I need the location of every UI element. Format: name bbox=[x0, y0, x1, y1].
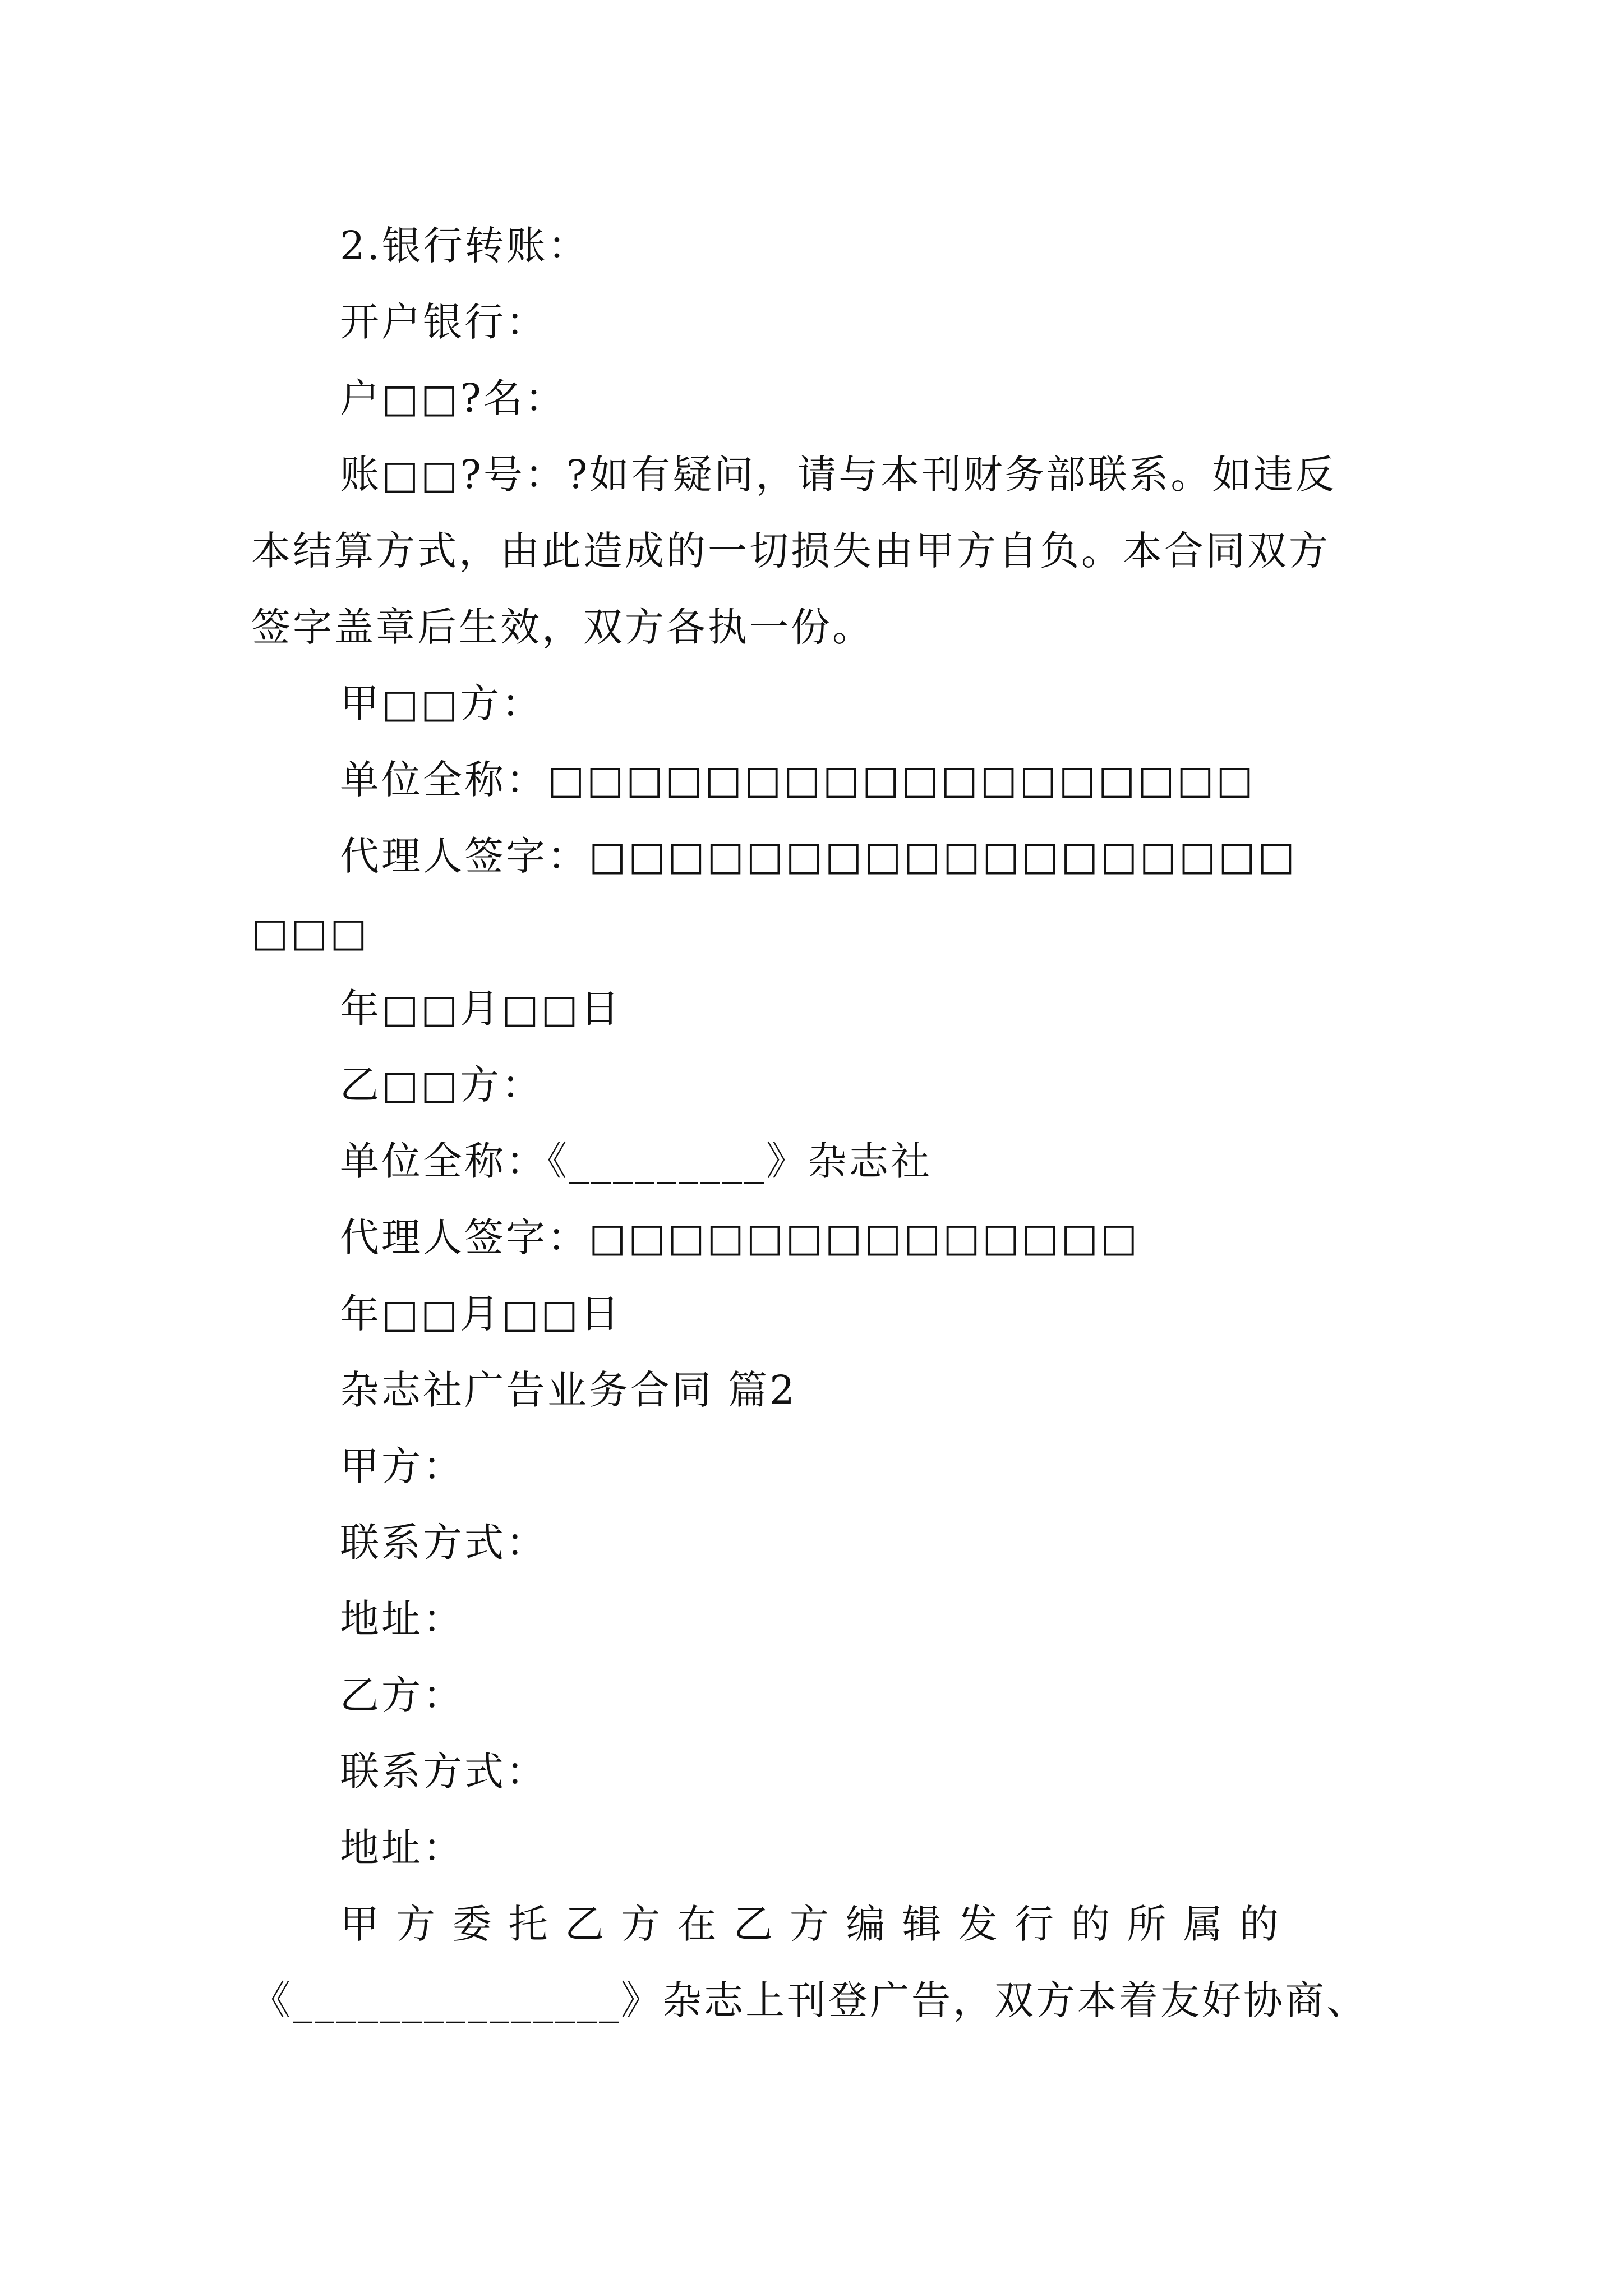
text-line: 地址： bbox=[340, 1825, 464, 1871]
text-line: 代理人签字：□□□□□□□□□□□□□□□□□□ bbox=[340, 833, 1297, 879]
document-body bbox=[251, 208, 1378, 2039]
section-heading: 杂志社广告业务合同 篇2 bbox=[340, 1367, 797, 1413]
text-line: 开户银行： bbox=[340, 299, 547, 345]
text-line: 联系方式： bbox=[340, 1520, 547, 1566]
text-line: 户□□?名： bbox=[340, 375, 566, 421]
text-line: 单位全称：□□□□□□□□□□□□□□□□□□ bbox=[340, 757, 1256, 803]
text-line: 2.银行转账： bbox=[340, 223, 589, 269]
text-line: 账□□?号：?如有疑问，请与本刊财务部联系。如违反 bbox=[340, 452, 1337, 498]
text-line: 《_______________》杂志上刊登广告，双方本着友好协商、 bbox=[251, 1977, 1368, 2023]
text-line: 甲□□方： bbox=[340, 680, 543, 726]
text-line: 代理人签字：□□□□□□□□□□□□□□ bbox=[340, 1214, 1140, 1260]
text-line: 乙方： bbox=[340, 1672, 464, 1718]
text-line: 单位全称：《_________》杂志社 bbox=[340, 1138, 932, 1184]
text-line: 年□□月□□日 bbox=[340, 986, 622, 1032]
text-line: 本结算方式，由此造成的一切损失由甲方自负。本合同双方 bbox=[251, 528, 1330, 574]
text-line: □□□ bbox=[251, 909, 370, 955]
text-line: 地址： bbox=[340, 1596, 464, 1642]
text-line: 联系方式： bbox=[340, 1749, 547, 1795]
text-line: 签字盖章后生效，双方各执一份。 bbox=[251, 604, 874, 650]
text-line: 年□□月□□日 bbox=[340, 1291, 622, 1337]
text-line: 乙□□方： bbox=[340, 1062, 543, 1108]
text-line: 甲方： bbox=[340, 1443, 464, 1489]
text-line: 甲 方 委 托 乙 方 在 乙 方 编 辑 发 行 的 所 属 的 bbox=[340, 1901, 1281, 1947]
